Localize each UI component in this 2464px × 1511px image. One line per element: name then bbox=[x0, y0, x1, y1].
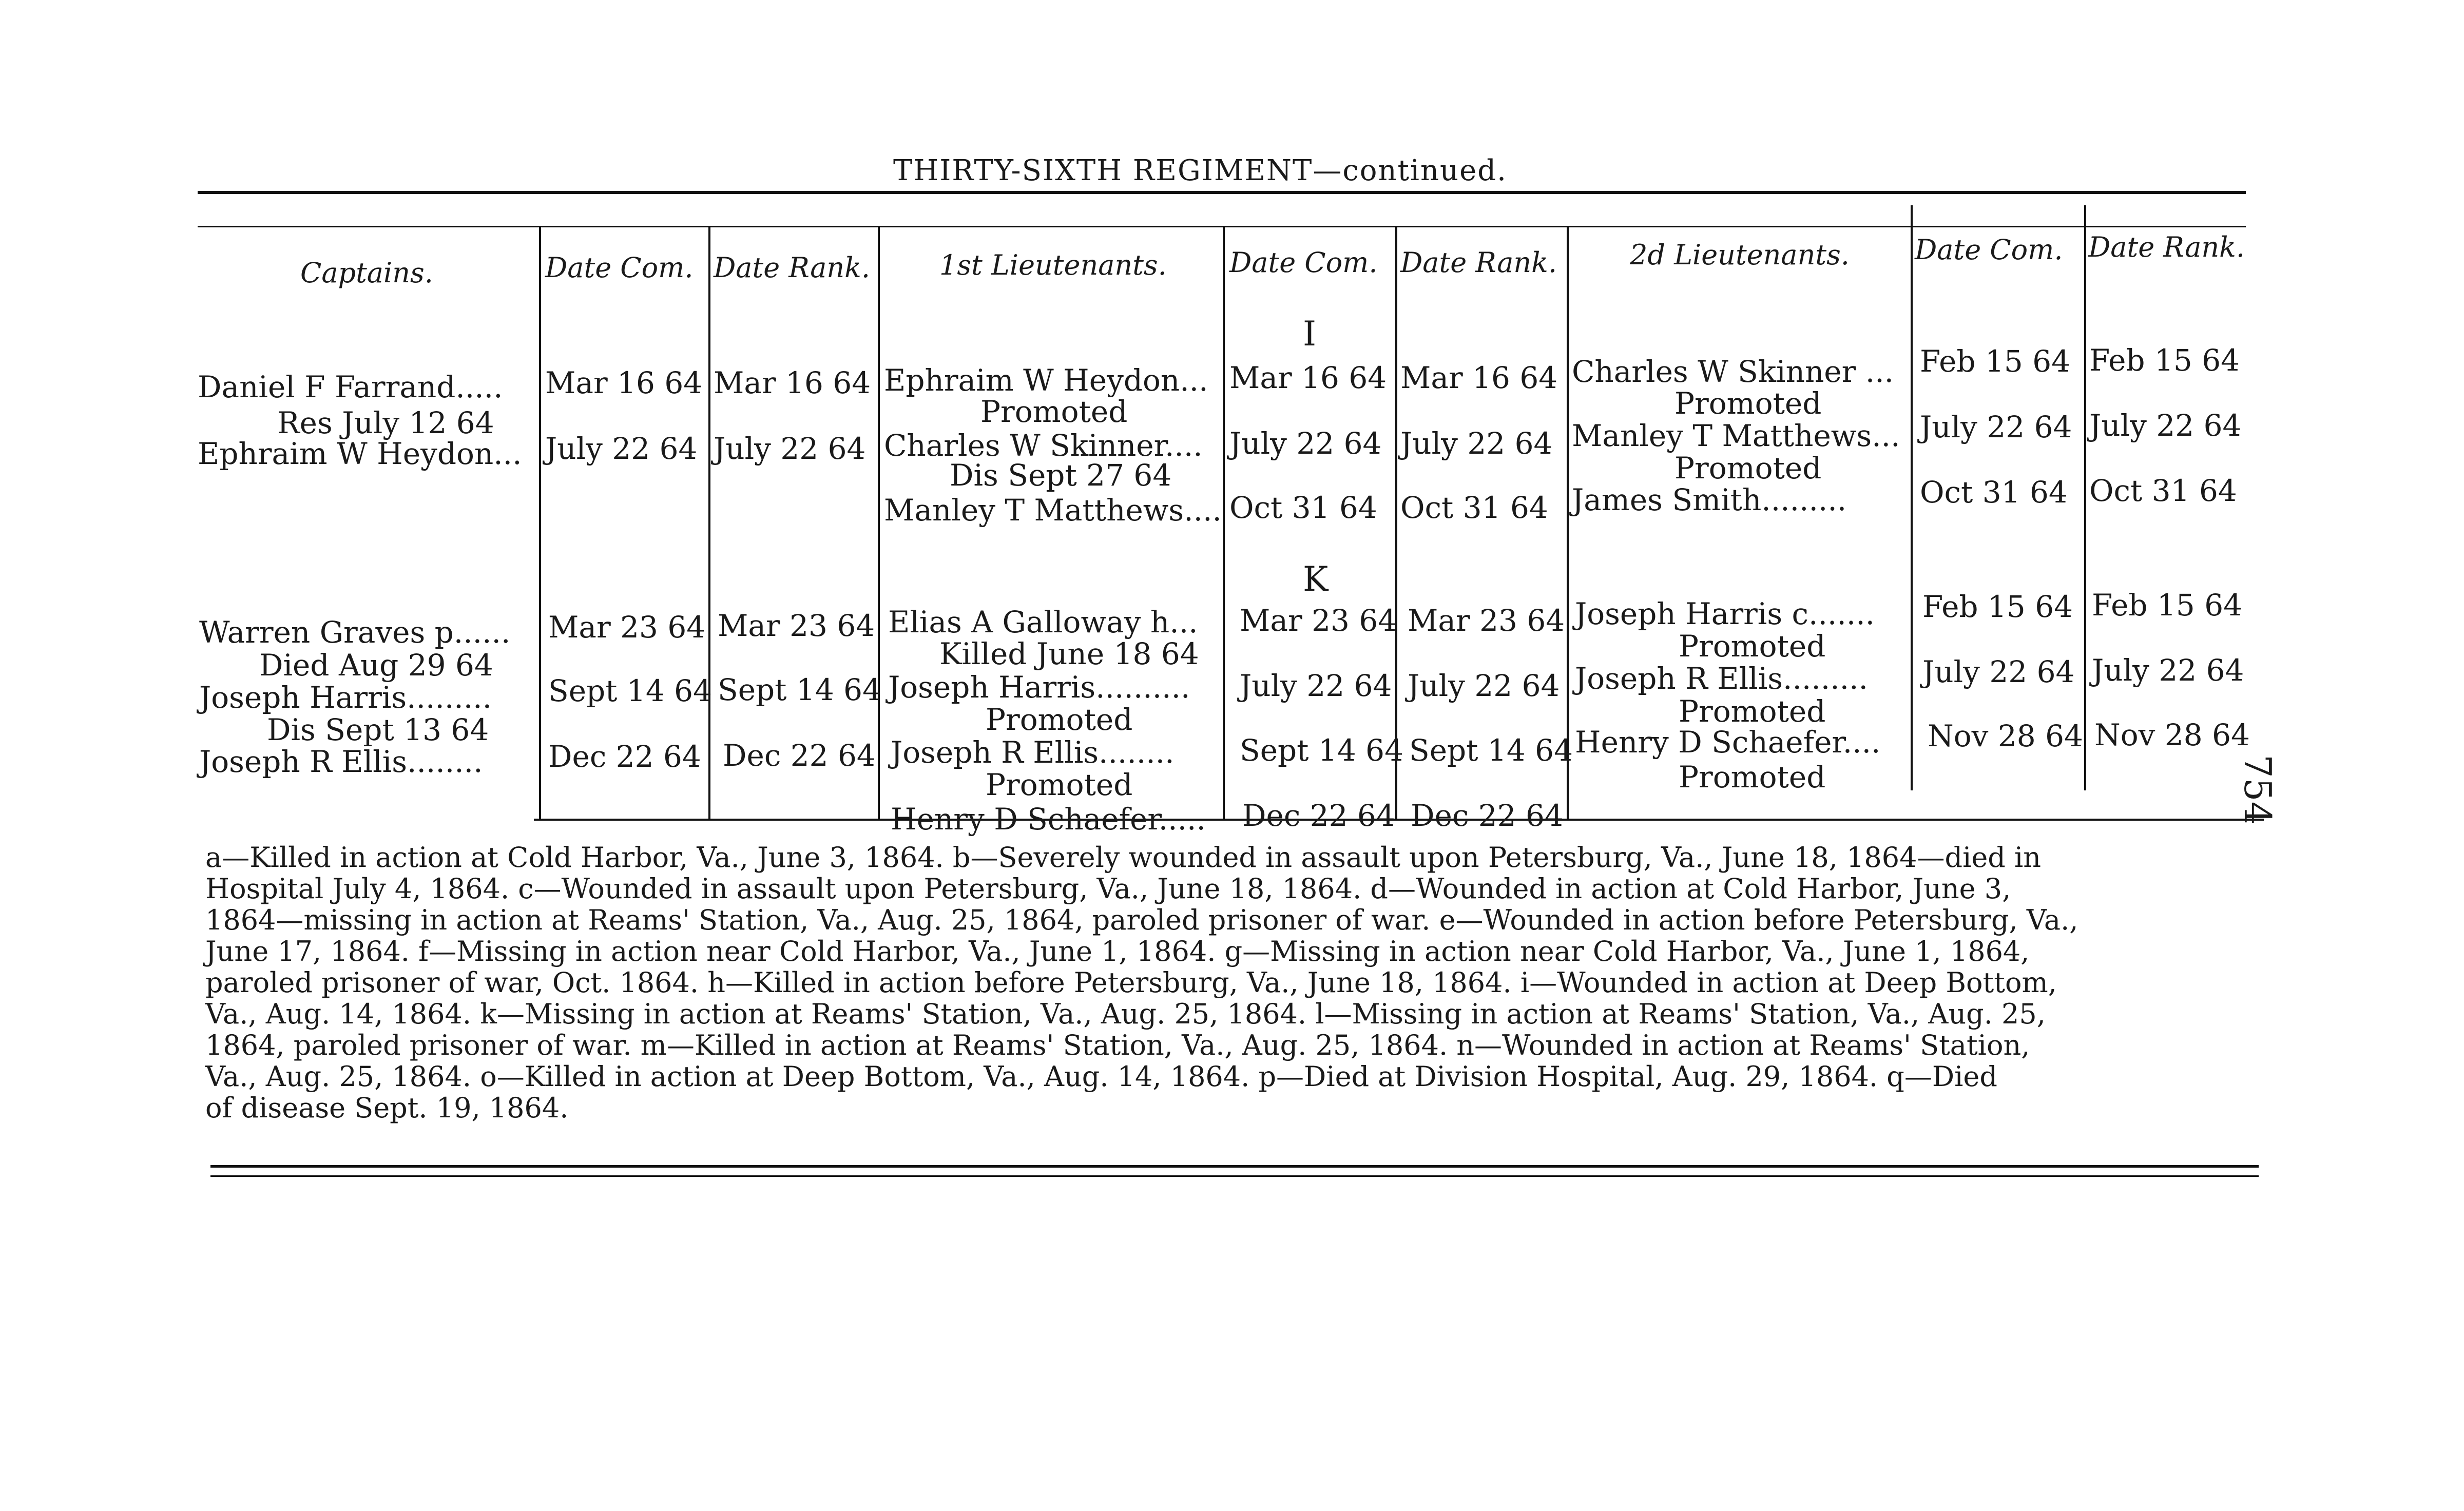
header-date-com-2: Date Com. bbox=[1229, 246, 1378, 279]
lt2-name: Joseph Harris c....... bbox=[1575, 596, 1875, 631]
captain-date-rank: Mar 16 64 bbox=[714, 365, 871, 400]
lt2-date-com: Nov 28 64 bbox=[1928, 719, 2083, 753]
footnote-rule-2 bbox=[210, 1175, 2259, 1177]
lt2-date-com: July 22 64 bbox=[1922, 654, 2075, 689]
lt2-name: Henry D Schaefer.... bbox=[1575, 725, 1881, 760]
col-sep-3 bbox=[878, 226, 880, 819]
lt1-name: Ephraim W Heydon... bbox=[884, 363, 1208, 398]
captain-date-rank: July 22 64 bbox=[714, 431, 866, 466]
lt2-date-rank: Nov 28 64 bbox=[2094, 718, 2250, 752]
company-label: K bbox=[1303, 559, 1329, 599]
header-date-com-1: Date Com. bbox=[545, 251, 694, 284]
lt1-name: Elias A Galloway h... bbox=[888, 605, 1198, 640]
lt2-date-rank: July 22 64 bbox=[2092, 653, 2244, 688]
lt2-name: Charles W Skinner ... bbox=[1572, 354, 1894, 389]
lt1-note: Promoted bbox=[986, 767, 1133, 802]
captain-date-rank: Dec 22 64 bbox=[723, 738, 876, 773]
lt2-date-com: Oct 31 64 bbox=[1920, 475, 2068, 510]
col-sep-2 bbox=[708, 226, 710, 819]
lt2-date-rank: Oct 31 64 bbox=[2089, 473, 2237, 508]
col-sep-7 bbox=[1911, 205, 1913, 790]
lt2-note: Promoted bbox=[1679, 694, 1826, 729]
lt2-date-rank: Feb 15 64 bbox=[2092, 588, 2243, 623]
header-date-com-3: Date Com. bbox=[1915, 234, 2063, 266]
col-sep-4 bbox=[1223, 226, 1225, 819]
captain-date-com: July 22 64 bbox=[545, 431, 698, 466]
header-2d-lieutenants: 2d Lieutenants. bbox=[1630, 239, 1850, 271]
captain-date-com: Mar 23 64 bbox=[548, 610, 706, 645]
lt1-note: Promoted bbox=[986, 702, 1133, 737]
lt1-note: Promoted bbox=[980, 394, 1128, 429]
lt2-note: Promoted bbox=[1674, 386, 1822, 421]
lt2-date-com: Feb 15 64 bbox=[1920, 344, 2071, 379]
lt2-date-rank: Feb 15 64 bbox=[2089, 343, 2240, 378]
footnote-line: of disease Sept. 19, 1864. bbox=[205, 1092, 569, 1124]
footnote-line: June 17, 1864. f—Missing in action near Cold Harbor, Va., June 1, 1864. g—Missing in action near Cold Harbor, Va., June 1, 1864, bbox=[205, 935, 2030, 967]
captain-name: Ephraim W Heydon... bbox=[198, 436, 522, 471]
lt2-date-com: July 22 64 bbox=[1920, 410, 2072, 444]
captain-note: Res July 12 64 bbox=[277, 405, 494, 440]
table-top-rule bbox=[198, 191, 2246, 194]
captain-name: Daniel F Farrand..... bbox=[198, 370, 503, 404]
lt2-note: Promoted bbox=[1679, 629, 1826, 664]
lt2-note: Promoted bbox=[1679, 760, 1826, 795]
header-rule bbox=[198, 226, 2246, 227]
captain-date-rank: Mar 23 64 bbox=[718, 608, 875, 643]
lt2-date-rank: July 22 64 bbox=[2089, 408, 2242, 443]
lt1-date-com: July 22 64 bbox=[1240, 668, 1392, 703]
header-date-rank-1: Date Rank. bbox=[714, 251, 871, 284]
lt1-date-rank: Oct 31 64 bbox=[1400, 490, 1548, 525]
footnote-line: 1864—missing in action at Reams' Station, Va., Aug. 25, 1864, paroled prisoner of war. e—Wounded in action before Petersburg, Va., bbox=[205, 904, 2078, 936]
header-captains: Captains. bbox=[300, 257, 433, 289]
lt1-date-com: Oct 31 64 bbox=[1229, 490, 1377, 525]
page-number: 754 bbox=[2236, 754, 2279, 825]
lt1-name: Manley T Matthews.... bbox=[884, 493, 1222, 528]
table-bottom-rule bbox=[534, 819, 2264, 821]
lt2-name: Manley T Matthews... bbox=[1572, 418, 1900, 453]
captain-date-com: Mar 16 64 bbox=[545, 365, 703, 400]
header-1st-lieutenants: 1st Lieutenants. bbox=[939, 249, 1167, 281]
footnotes bbox=[205, 842, 2264, 1123]
lt2-note: Promoted bbox=[1674, 451, 1822, 486]
lt1-date-rank: July 22 64 bbox=[1408, 668, 1560, 703]
header-date-rank-2: Date Rank. bbox=[1400, 246, 1557, 279]
lt1-date-com: Mar 16 64 bbox=[1229, 360, 1387, 395]
lt1-name: Henry D Schaefer..... bbox=[891, 802, 1206, 837]
captain-note: Died Aug 29 64 bbox=[259, 648, 493, 683]
page-title: THIRTY-SIXTH REGIMENT—continued. bbox=[893, 154, 1507, 187]
lt1-note: Killed June 18 64 bbox=[939, 636, 1199, 671]
company-label: I bbox=[1303, 314, 1317, 354]
footnote-line: Va., Aug. 14, 1864. k—Missing in action at Reams' Station, Va., Aug. 25, 1864. l—Missing in action at Reams' Station, Va., Aug. 25, bbox=[205, 998, 2046, 1030]
captain-date-com: Dec 22 64 bbox=[548, 739, 701, 774]
col-sep-1 bbox=[539, 226, 541, 819]
captain-date-com: Sept 14 64 bbox=[548, 673, 712, 708]
lt1-date-rank: July 22 64 bbox=[1400, 426, 1553, 461]
lt1-name: Joseph Harris.......... bbox=[888, 670, 1190, 705]
lt2-name: Joseph R Ellis......... bbox=[1575, 661, 1868, 696]
header-date-rank-3: Date Rank. bbox=[2088, 231, 2245, 263]
footnote-line: paroled prisoner of war, Oct. 1864. h—Killed in action before Petersburg, Va., June 18, 1864. i—Wounded in action at Deep Bottom, bbox=[205, 966, 2057, 999]
footnote-line: Hospital July 4, 1864. c—Wounded in assault upon Petersburg, Va., June 18, 1864. d—Wounded in action at Cold Harbor, June 3, bbox=[205, 873, 2011, 905]
lt1-date-rank: Dec 22 64 bbox=[1411, 798, 1564, 833]
col-sep-6 bbox=[1567, 226, 1569, 819]
footnote-line: Va., Aug. 25, 1864. o—Killed in action at Deep Bottom, Va., Aug. 14, 1864. p—Died at Division Hospital, Aug. 29, 1864. q—Died bbox=[205, 1060, 1997, 1093]
lt1-name: Charles W Skinner.... bbox=[884, 428, 1203, 463]
lt1-name: Joseph R Ellis........ bbox=[891, 735, 1175, 770]
captain-name: Joseph R Ellis........ bbox=[199, 744, 483, 779]
lt1-date-rank: Mar 23 64 bbox=[1408, 603, 1565, 638]
lt1-date-com: Sept 14 64 bbox=[1240, 733, 1403, 768]
lt1-note: Dis Sept 27 64 bbox=[950, 458, 1172, 493]
footnote-rule-1 bbox=[210, 1165, 2259, 1168]
lt1-date-rank: Sept 14 64 bbox=[1409, 733, 1573, 768]
captain-name: Joseph Harris......... bbox=[199, 680, 492, 715]
lt1-date-com: July 22 64 bbox=[1229, 426, 1382, 461]
captain-date-rank: Sept 14 64 bbox=[718, 672, 881, 707]
footnote-line: 1864, paroled prisoner of war. m—Killed in action at Reams' Station, Va., Aug. 25, 1864. n—Wounded in action at Reams' Station, bbox=[205, 1029, 2030, 1061]
lt2-name: James Smith......... bbox=[1572, 482, 1847, 517]
footnote-line: a—Killed in action at Cold Harbor, Va., June 3, 1864. b—Severely wounded in assault upon Petersburg, Va., June 18, 1864—died in bbox=[205, 841, 2042, 874]
lt1-date-com: Dec 22 64 bbox=[1242, 798, 1395, 833]
captain-note: Dis Sept 13 64 bbox=[267, 712, 489, 747]
captain-name: Warren Graves p...... bbox=[199, 615, 511, 650]
lt2-date-com: Feb 15 64 bbox=[1922, 589, 2073, 624]
lt1-date-rank: Mar 16 64 bbox=[1400, 360, 1558, 395]
col-sep-8 bbox=[2084, 205, 2086, 790]
col-sep-5 bbox=[1395, 226, 1397, 819]
lt1-date-com: Mar 23 64 bbox=[1240, 603, 1397, 638]
